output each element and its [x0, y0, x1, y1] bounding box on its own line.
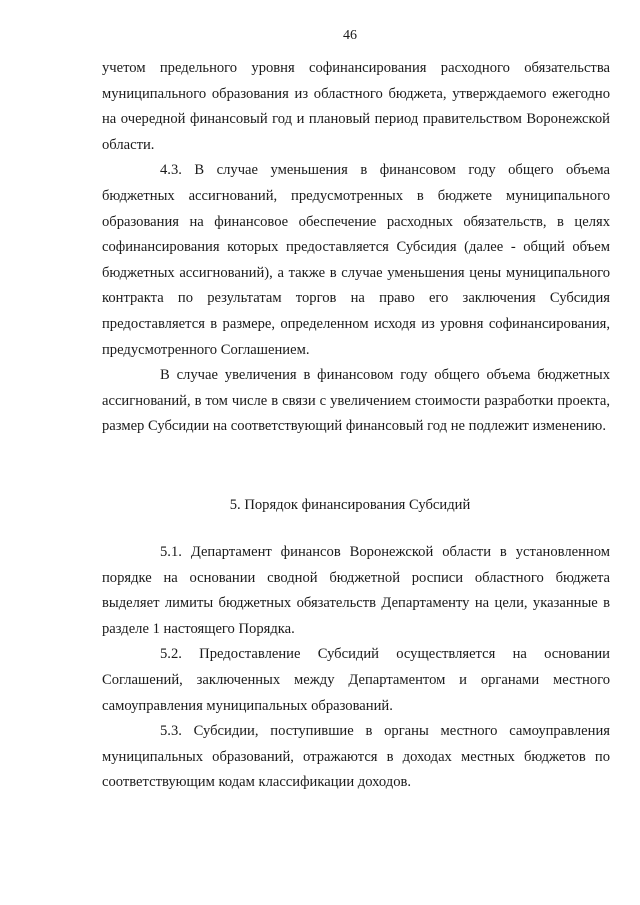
- paragraph-5-1: 5.1. Департамент финансов Воронежской области в установленном порядке на основании сводной бюджетной росписи областного бюджета выделяет лимиты бюджетных обязательств Департаменту на цели, указанные в разделе 1 настоящего Порядка.: [102, 544, 610, 637]
- paragraph-4-3: 4.3. В случае уменьшения в финансовом году общего объема бюджетных ассигнований, предусмотренных в бюджете муниципального образования на финансовое обеспечение расходных обязательств, в целях софинансирования которых предоставляется Субсидия (далее - общий объем бюджетных ассигнований), а также в случае уменьшения цены муниципального контракта по результатам торгов на право его заключения Субсидия предоставляется в размере, определенном исходя из уровня софинансирования, предусмотренного Соглашением.: [102, 162, 610, 358]
- paragraph-continuation: учетом предельного уровня софинансирования расходного обязательства муниципального образования из областного бюджета, утверждаемого ежегодно на очередной финансовый год и плановый период правительством Воронежской области.: [102, 60, 610, 153]
- page-number: 46: [343, 28, 357, 43]
- paragraph-5-2: 5.2. Предоставление Субсидий осуществляется на основании Соглашений, заключенных между Департаментом и органами местного самоуправления муниципальных образований.: [102, 646, 610, 714]
- section-5-heading: 5. Порядок финансирования Субсидий: [229, 497, 471, 513]
- section-4-text: [102, 56, 610, 440]
- paragraph-5-3: 5.3. Субсидии, поступившие в органы местного самоуправления муниципальных образований, отражаются в доходах местных бюджетов по соответствующим кодам классификации доходов.: [102, 723, 610, 791]
- section-5-text: [102, 540, 610, 796]
- paragraph-subsidy-increase: В случае увеличения в финансовом году общего объема бюджетных ассигнований, в том числе в связи с увеличением стоимости разработки проекта, размер Субсидии на соответствующий финансовый год не подлежит изменению.: [102, 367, 610, 435]
